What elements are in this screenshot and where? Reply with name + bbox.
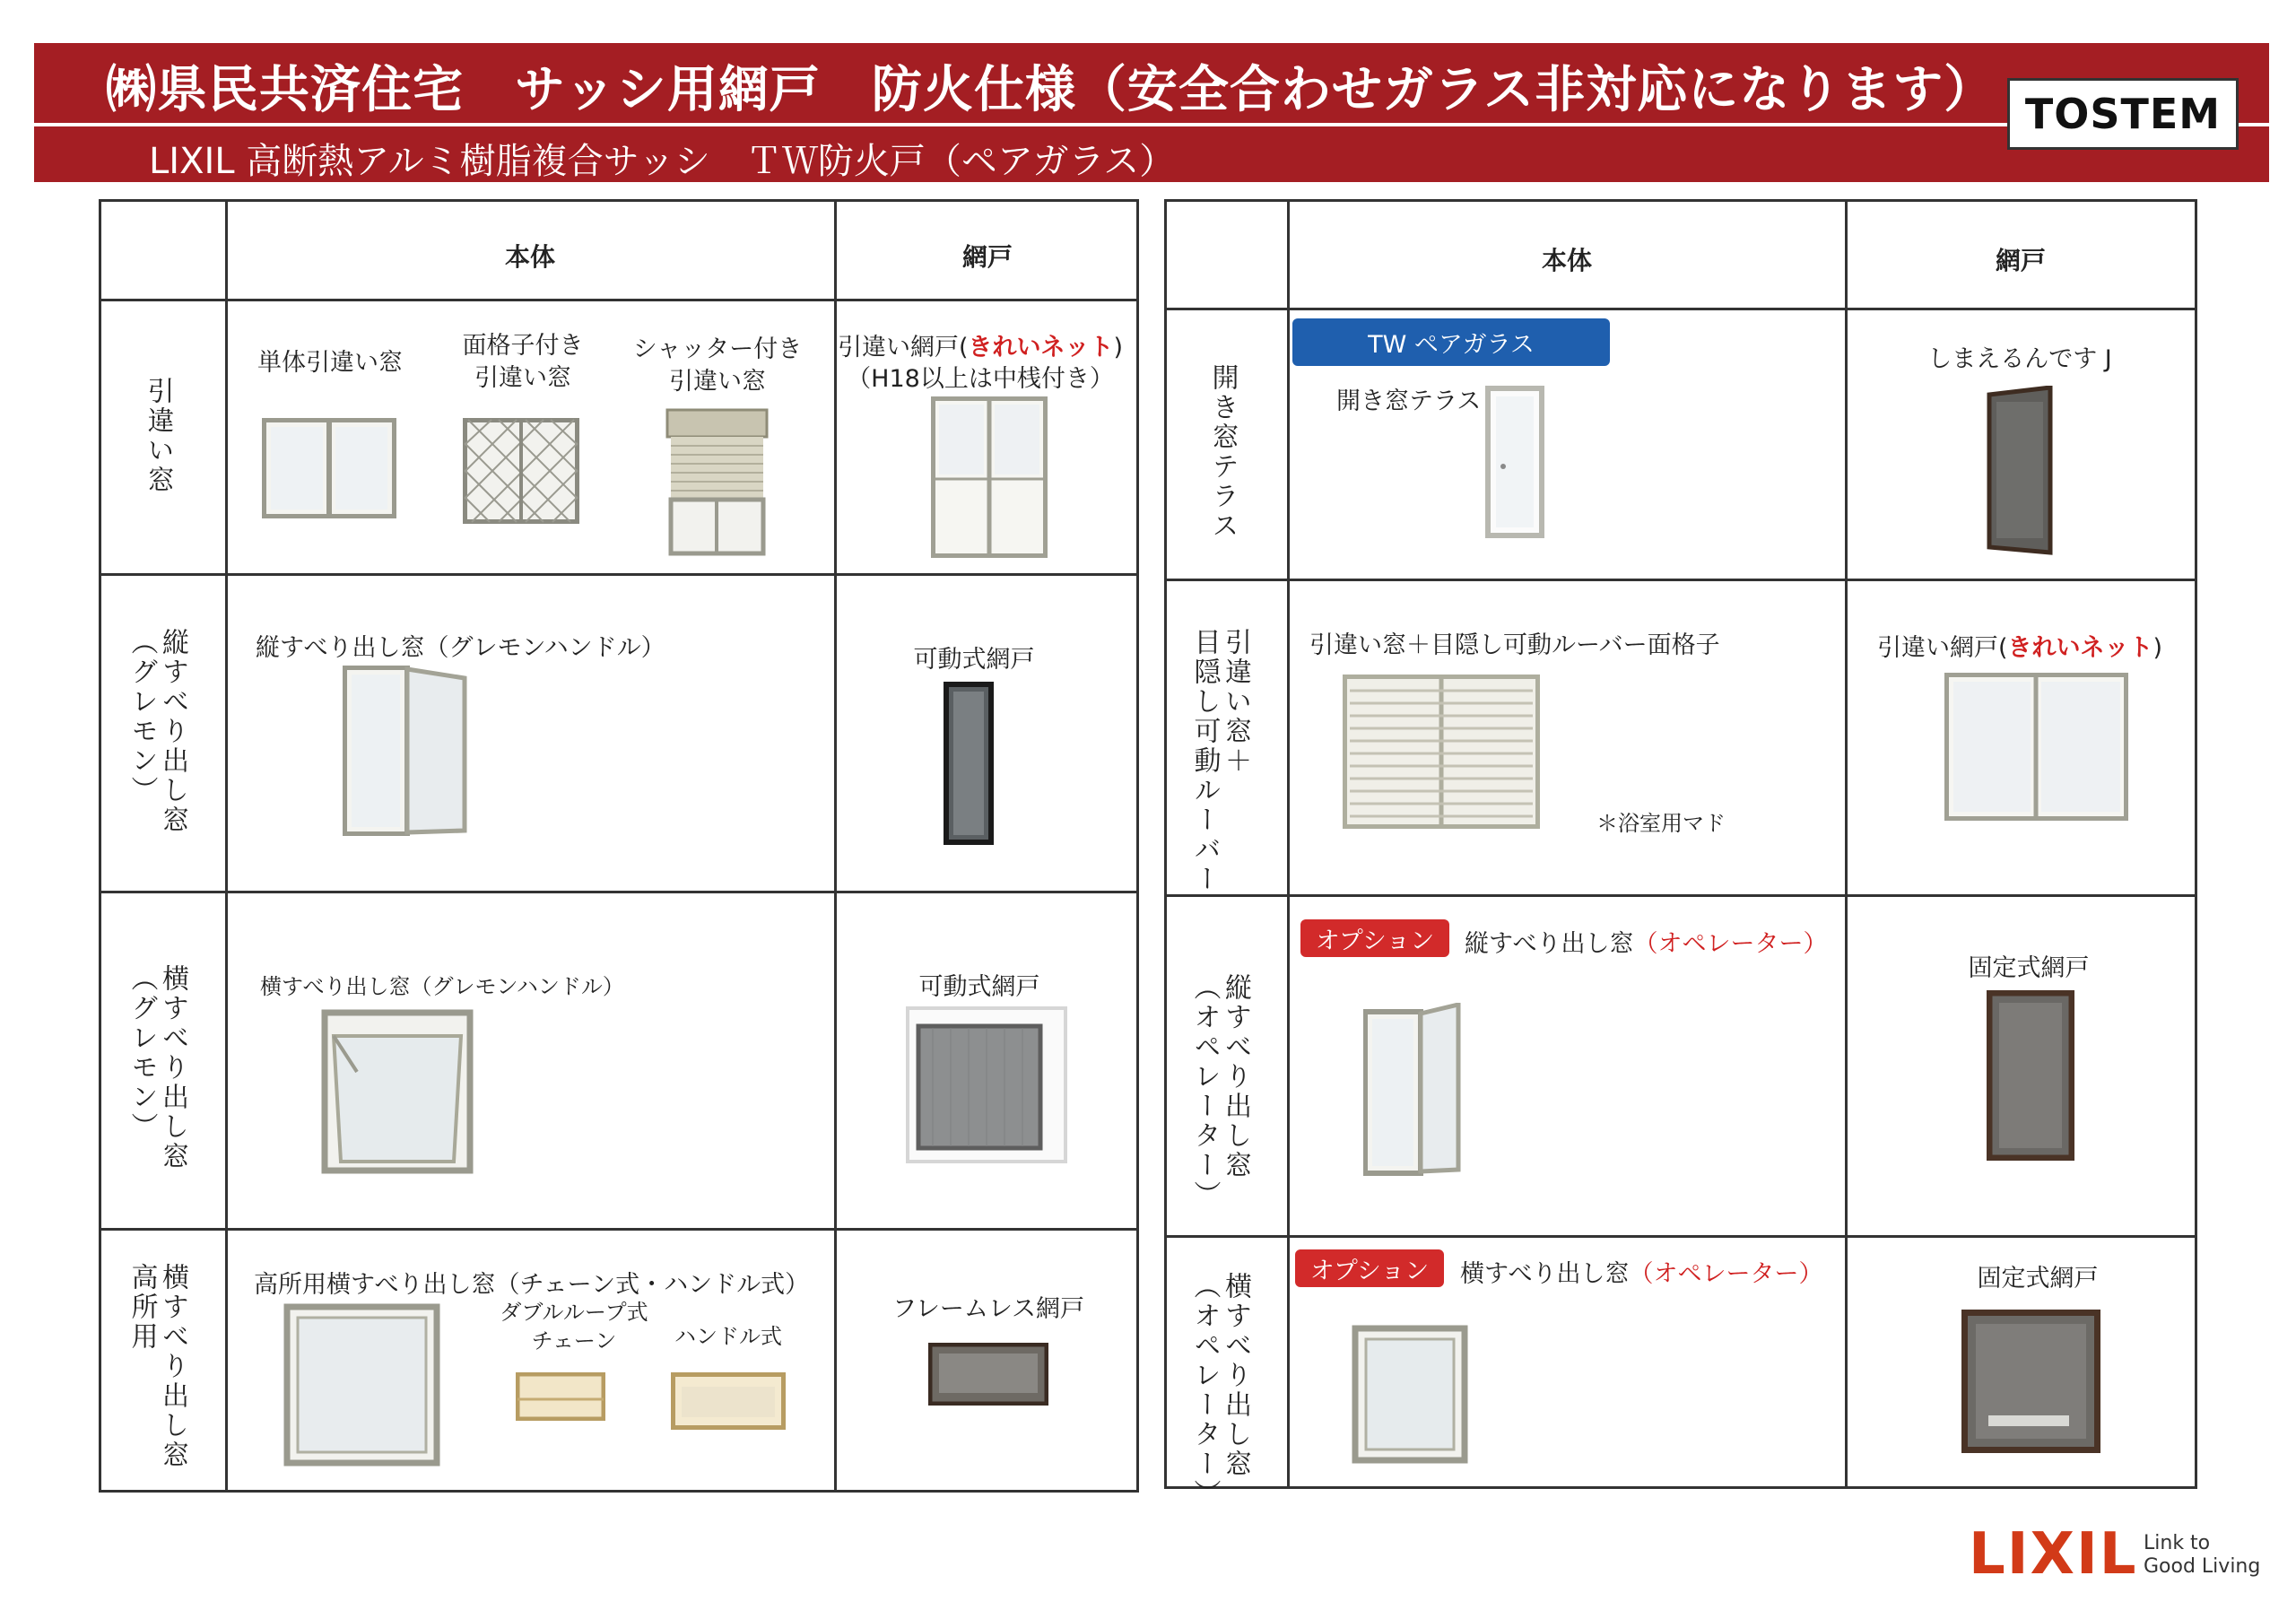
option-badge-2: オプション xyxy=(1295,1249,1444,1287)
sliding-screen-image-right xyxy=(1944,673,2128,821)
right-header-body: 本体 xyxy=(1541,246,1593,275)
label-frameless-screen: フレームレス網戸 xyxy=(891,1295,1085,1323)
chain-type-window-image xyxy=(516,1372,605,1421)
label-casement-gremon-handle: 縦すべり出し窓（グレモンハンドル） xyxy=(256,634,665,662)
casement-window-image xyxy=(343,666,468,836)
movable-screen-image-1 xyxy=(944,682,994,845)
louver-grille-window-image xyxy=(1343,675,1540,829)
category-awning-gremon: 横すべり出し窓 （グレモン） xyxy=(126,964,188,1171)
lixil-tagline-1: Link to xyxy=(2144,1532,2211,1554)
right-header-screen: 網戸 xyxy=(1995,246,2047,275)
tw-pair-glass-badge: TW ペアガラス xyxy=(1292,318,1610,366)
movable-screen-image-2 xyxy=(906,1006,1067,1163)
label-sliding-screen-note: （H18以上は中桟付き） xyxy=(847,365,1114,393)
label-casement-terrace: 開き窓テラス xyxy=(1336,387,1482,415)
label-shimaerundesu-j: しまえるんです J xyxy=(1927,345,2112,373)
awning-operator-window-image xyxy=(1352,1325,1468,1464)
single-sliding-window-image xyxy=(262,418,396,518)
left-header-body: 本体 xyxy=(504,242,556,272)
left-header-screen: 網戸 xyxy=(961,242,1013,272)
handle-type-window-image xyxy=(671,1372,786,1430)
casement-operator-window-image xyxy=(1363,1003,1462,1178)
category-high-awning: 横すべり出し窓 高所用 xyxy=(126,1263,188,1470)
tostem-brand-logo: TOSTEM xyxy=(2007,78,2239,150)
label-high-awning: 高所用横すべり出し窓（チェーン式・ハンドル式） xyxy=(254,1271,810,1299)
label-movable-screen-1: 可動式網戸 xyxy=(913,646,1035,674)
category-casement-operator: 縦すべり出し窓 （オペレーター） xyxy=(1188,973,1251,1210)
label-grille-sliding: 面格子付き 引違い窓 xyxy=(462,332,584,393)
category-casement-gremon: 縦すべり出し窓 （グレモン） xyxy=(126,628,188,835)
high-awning-window-image xyxy=(283,1303,440,1467)
page-title: ㈱県民共済住宅 サッシ用網戸 防火仕様（安全合わせガラス非対応になります） xyxy=(106,61,1996,119)
frameless-screen-image xyxy=(928,1343,1048,1406)
header-banner xyxy=(34,43,2269,182)
label-sliding-louver-grille: 引違い窓＋目隠し可動ルーバー面格子 xyxy=(1309,631,1720,659)
banner-divider xyxy=(34,123,2269,126)
shutter-sliding-window-image xyxy=(665,408,769,556)
label-awning-operator: 横すべり出し窓（オペレーター） xyxy=(1460,1260,1823,1288)
label-sliding-screen: 引違い網戸(きれいネット) xyxy=(837,334,1124,361)
option-badge-1: オプション xyxy=(1300,919,1449,957)
fixed-screen-image-1 xyxy=(1987,990,2074,1161)
category-casement-terrace: 開き窓テラス xyxy=(1206,363,1239,541)
label-bathroom-window-note: ＊浴室用マド xyxy=(1596,811,1726,836)
label-sliding-screen-right: 引違い網戸(きれいネット) xyxy=(1876,634,2163,662)
label-shutter-sliding: シャッター付き 引違い窓 xyxy=(632,335,803,396)
label-single-sliding: 単体引違い窓 xyxy=(257,349,403,377)
shimaerundesu-screen-image xyxy=(1984,386,2056,556)
sliding-screen-image xyxy=(931,396,1048,558)
label-fixed-screen-2: 固定式網戸 xyxy=(1977,1265,2099,1293)
label-double-loop-chain: ダブルループ式 チェーン xyxy=(500,1300,648,1354)
label-fixed-screen-1: 固定式網戸 xyxy=(1968,954,2090,982)
lixil-tagline-2: Good Living xyxy=(2144,1555,2261,1578)
awning-window-image xyxy=(321,1009,474,1175)
category-awning-operator: 横すべり出し窓 （オペレーター） xyxy=(1188,1272,1251,1509)
lixil-wordmark: LIXIL xyxy=(1969,1521,2138,1588)
label-movable-screen-2: 可動式網戸 xyxy=(918,973,1040,1001)
page-subtitle: LIXIL 高断熱アルミ樹脂複合サッシ ＴＷ防火戸（ペアガラス） xyxy=(149,141,1176,182)
grille-sliding-window-image xyxy=(463,418,579,524)
casement-terrace-image xyxy=(1485,386,1544,538)
category-sliding-louver: 引違い窓＋ 目隠し可動ルーバー xyxy=(1188,628,1251,894)
label-handle-type: ハンドル式 xyxy=(674,1324,782,1349)
label-casement-operator: 縦すべり出し窓（オペレーター） xyxy=(1465,930,1828,958)
lixil-logo xyxy=(1969,1521,2261,1588)
label-awning-gremon-handle: 横すべり出し窓（グレモンハンドル） xyxy=(260,974,624,999)
fixed-screen-image-2 xyxy=(1961,1310,2100,1453)
category-sliding-window: 引違い窓 xyxy=(142,377,174,495)
